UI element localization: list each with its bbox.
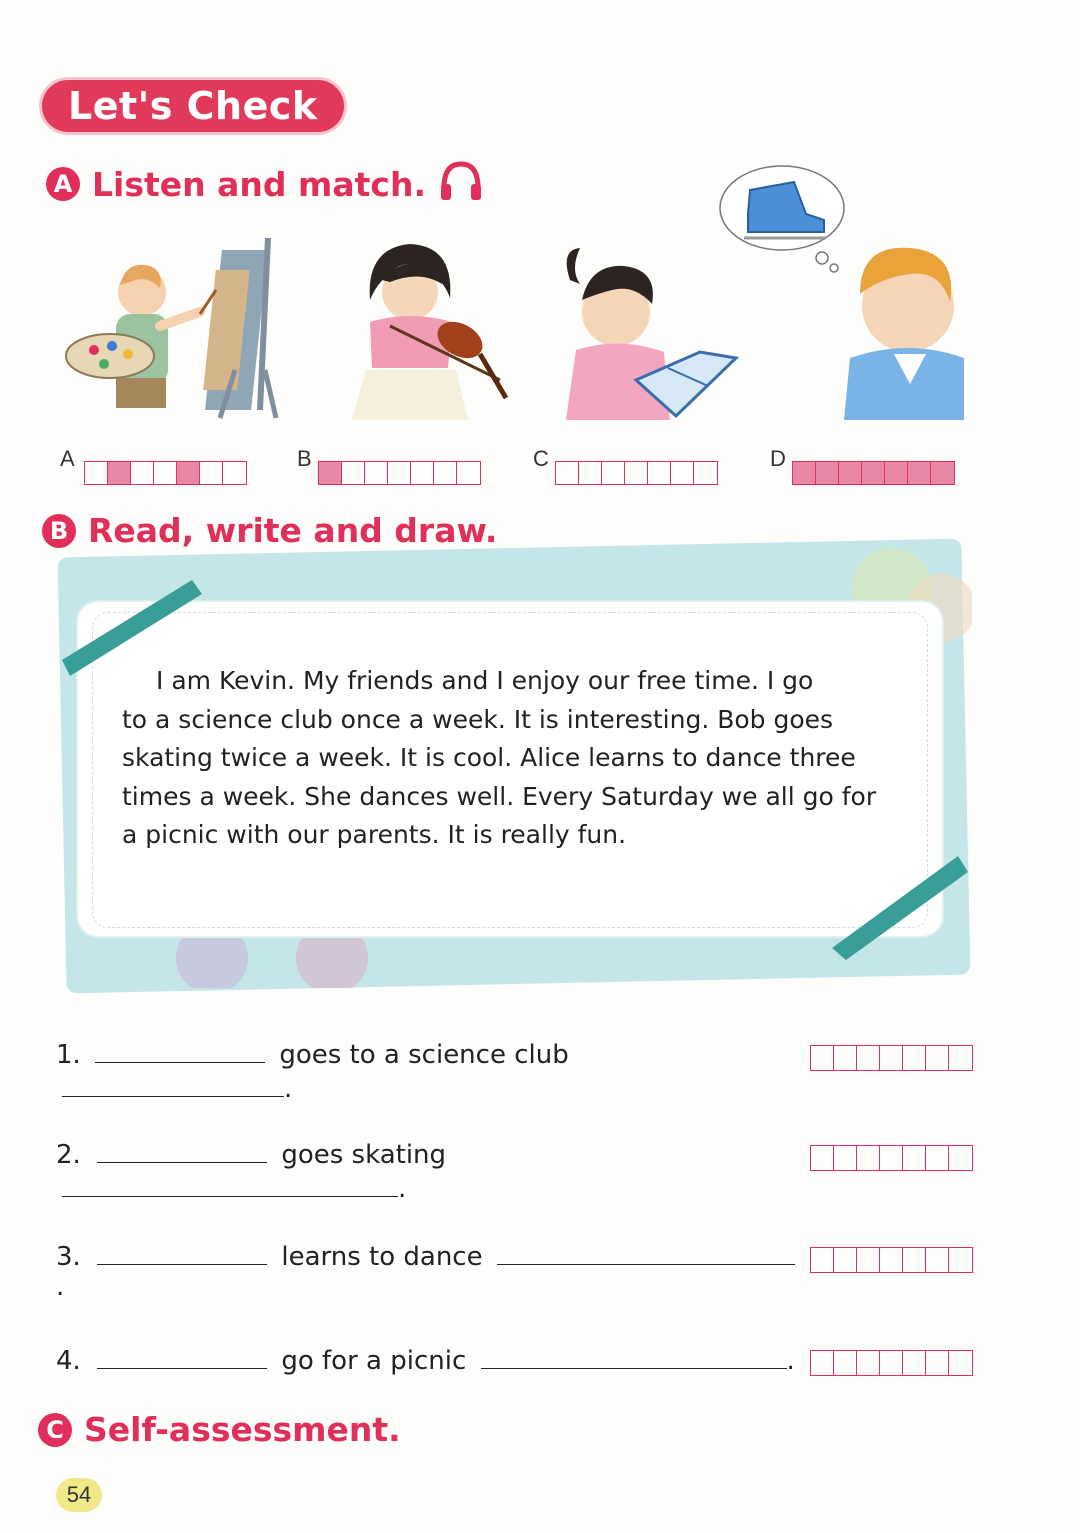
question-period: .	[56, 1272, 65, 1302]
item-d-answer-boxes[interactable]	[792, 461, 955, 485]
name-blank[interactable]	[95, 1036, 265, 1063]
page-title: Let's Check	[68, 84, 318, 128]
question-2	[56, 1136, 796, 1204]
section-c-badge: C	[38, 1413, 72, 1447]
picture-girl-reading	[540, 240, 740, 420]
picture-boy-painting	[60, 230, 290, 420]
question-period: .	[398, 1174, 407, 1204]
passage-line: to a science club once a week. It is interesting. Bob goes	[122, 704, 834, 734]
reading-passage	[122, 662, 912, 855]
question-text: goes skating	[281, 1140, 447, 1170]
name-blank[interactable]	[97, 1238, 267, 1265]
section-b-title: Read, write and draw.	[88, 511, 498, 550]
page-number: 54	[56, 1478, 102, 1512]
section-a-title: Listen and match.	[92, 164, 427, 204]
question-3-draw-boxes[interactable]	[810, 1247, 973, 1273]
item-a-answer-boxes[interactable]	[84, 461, 247, 485]
passage-line: a picnic with our parents. It is really fun.	[122, 820, 627, 850]
section-b-heading	[42, 511, 497, 550]
question-3	[56, 1238, 796, 1302]
item-a-letter: A	[60, 446, 75, 471]
question-period: .	[786, 1346, 795, 1376]
frequency-blank[interactable]	[62, 1070, 284, 1097]
section-c-heading	[38, 1410, 401, 1449]
passage-line: times a week. She dances well. Every Saturday we all go for	[122, 781, 877, 811]
frequency-blank[interactable]	[62, 1170, 398, 1197]
question-2-draw-boxes[interactable]	[810, 1145, 973, 1171]
question-number: 4.	[56, 1346, 81, 1376]
name-blank[interactable]	[97, 1136, 267, 1163]
question-4-draw-boxes[interactable]	[810, 1350, 973, 1376]
frequency-blank[interactable]	[497, 1238, 795, 1265]
section-b-badge: B	[42, 514, 76, 548]
question-text: go for a picnic	[281, 1346, 467, 1376]
section-c-title: Self-assessment.	[84, 1410, 401, 1449]
item-c-letter: C	[533, 446, 549, 471]
question-4	[56, 1342, 796, 1376]
question-number: 2.	[56, 1140, 81, 1170]
question-period: .	[284, 1074, 293, 1104]
section-a-heading	[46, 158, 484, 210]
passage-line: skating twice a week. It is cool. Alice learns to dance three	[122, 743, 856, 773]
question-text: learns to dance	[281, 1242, 483, 1272]
question-text: goes to a science club	[279, 1040, 569, 1070]
question-1-draw-boxes[interactable]	[810, 1045, 973, 1071]
picture-boy-thinking-skates	[714, 162, 964, 420]
frequency-blank[interactable]	[481, 1342, 787, 1369]
section-a-badge: A	[46, 167, 80, 201]
passage-line: I am Kevin. My friends and I enjoy our free time. I go	[156, 666, 814, 695]
item-c-answer-boxes[interactable]	[555, 461, 718, 485]
name-blank[interactable]	[97, 1342, 267, 1369]
item-d-letter: D	[770, 446, 786, 471]
item-b-letter: B	[297, 446, 312, 471]
question-1	[56, 1036, 796, 1104]
question-number: 1.	[56, 1040, 81, 1070]
headphones-icon[interactable]	[438, 158, 484, 210]
lets-check-title	[42, 80, 344, 132]
item-b-answer-boxes[interactable]	[318, 461, 481, 485]
question-number: 3.	[56, 1242, 81, 1272]
picture-girl-violin	[330, 230, 520, 420]
